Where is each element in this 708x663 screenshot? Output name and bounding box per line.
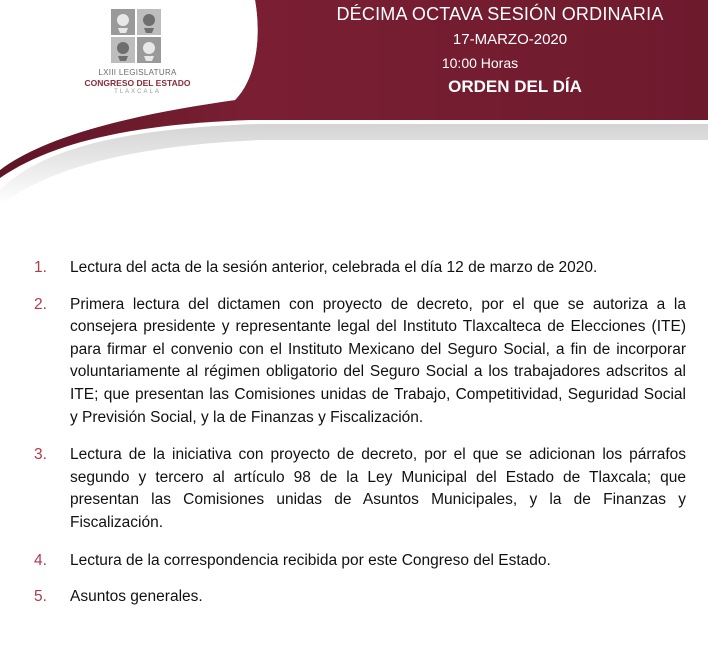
agenda-item-number: 5. — [34, 588, 47, 606]
agenda-item-text: Asuntos generales. — [70, 588, 203, 606]
congress-emblem-icon — [110, 8, 162, 64]
session-time: 10:00 Horas — [441, 55, 519, 71]
agenda-item — [26, 586, 686, 609]
agenda-item-text: Primera lectura del dictamen con proyecto de decreto, por el que se autoriza a la consejera presidente y representante legal del Instituto Tlaxcalteca de Elecciones (ITE) para firmar el convenio con el Instituto Mexicano del Seguro Social, a fin de incorporar voluntariamente al régimen obligatorio del Seguro Social a los trabajadores adscritos al ITE; que presentan las Comisiones unidas de Trabajo, Competitividad, Seguridad Social y Previsión Social, y la de Finanzas y Fiscalización. — [70, 295, 686, 426]
agenda-item-text: Lectura de la correspondencia recibida por este Congreso del Estado. — [70, 551, 551, 569]
agenda-item-text: Lectura de la iniciativa con proyecto de decreto, por el que se adicionan los párrafos segundo y tercero al artículo 98 de la Ley Municipal del Estado de Tlaxcala; que presentan las Comisiones unidas de Asuntos Municipales, y la de Finanzas y Fiscalización. — [70, 446, 686, 531]
agenda-item — [26, 257, 686, 280]
agenda-item — [26, 294, 686, 430]
session-title: DÉCIMA OCTAVA SESIÓN ORDINARIA — [336, 4, 664, 24]
agenda-item — [26, 550, 686, 573]
logo-legislature-text: LXIII LEGISLATURA — [98, 68, 177, 77]
logo-state-text: TLAXCALA — [114, 89, 161, 95]
agenda-item — [26, 444, 686, 534]
agenda-list — [26, 257, 686, 609]
session-date: 17-MARZO-2020 — [452, 31, 568, 48]
congress-logo — [80, 8, 195, 100]
agenda-item-number: 4. — [34, 551, 47, 569]
logo-congress-text: CONGRESO DEL ESTADO — [84, 78, 191, 88]
agenda-item-number: 1. — [34, 259, 47, 276]
agenda-item-number: 2. — [34, 295, 47, 313]
agenda-item-text: Lectura del acta de la sesión anterior, celebrada el día 12 de marzo de 2020. — [70, 259, 598, 276]
agenda-heading: ORDEN DEL DÍA — [448, 77, 582, 96]
agenda-item-number: 3. — [34, 446, 47, 464]
